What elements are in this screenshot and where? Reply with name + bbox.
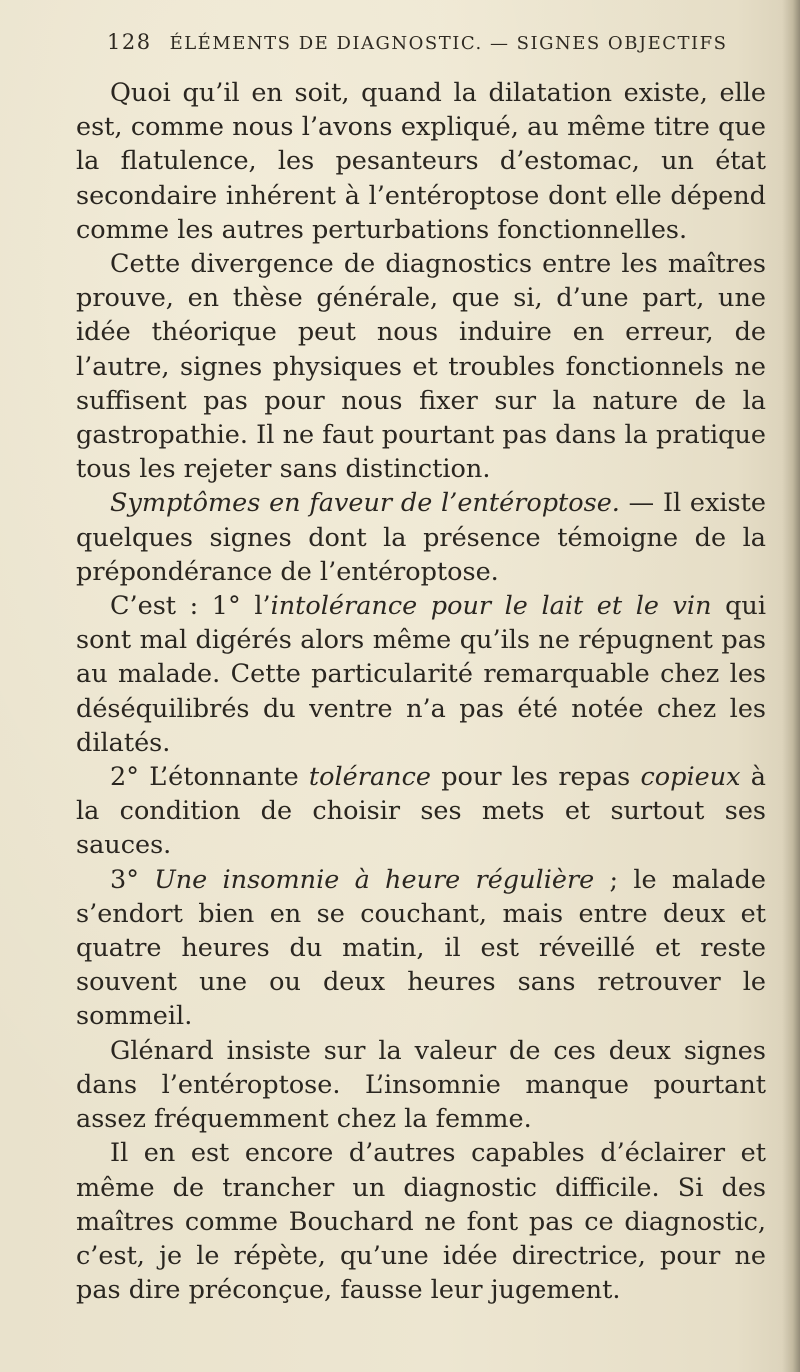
paragraph-2: Cette divergence de diagnostics entre les maîtres prouve, en thèse générale, que si, d’une part, une idée théorique peut nous induire en erreur, de l’autre, signes physiques et troubles fonctionnels ne suffisent pas pour nous fixer sur la nature de la gastropathie. Il ne faut pourtant pas dans la pratique tous les rejeter sans distinction. bbox=[76, 249, 766, 485]
p6-text-b: ; le malade s’endort bien en se couchant, mais entre deux et quatre heures du matin, il est réveillé et reste souvent une ou deux heures sans retrouver le sommeil. bbox=[76, 864, 766, 1032]
running-title: ÉLÉMENTS DE DIAGNOSTIC. — SIGNES OBJECTIFS bbox=[169, 33, 728, 54]
paragraph-7: Glénard insiste sur la valeur de ces deux signes dans l’entéroptose. L’insomnie manque pourtant assez fréquemment chez la femme. bbox=[76, 1035, 766, 1135]
paragraph-3 bbox=[76, 486, 766, 589]
p4-text-a: C’est : 1° l’ bbox=[110, 591, 271, 622]
p5-text-c: à la condition de choisir ses mets et surtout ses sauces. bbox=[76, 762, 766, 861]
p5-text-b: pour les repas bbox=[430, 762, 641, 793]
p6-text-a: 3° bbox=[110, 864, 155, 895]
running-header bbox=[107, 30, 747, 54]
paragraph-4 bbox=[76, 589, 766, 760]
paragraph-1: Quoi qu’il en soit, quand la dilatation existe, elle est, comme nous l’avons expliqué, au même titre que la flatulence, les pesanteurs d’estomac, un état secondaire inhérent à l’entéroptose dont elle dépend comme les autres perturbations fonctionnelles. bbox=[76, 78, 766, 245]
paragraph-5 bbox=[76, 760, 766, 863]
p5-italic-2: copieux bbox=[640, 762, 741, 793]
p4-text-b: qui sont mal digérés alors même qu’ils ne répugnent pas au malade. Cette particularité remarquable chez les déséquilibrés du ventre n’a pas été notée chez les dilatés. bbox=[76, 591, 766, 758]
paragraph-3-text: — Il existe quelques signes dont la présence témoigne de la prépondérance de l’entéroptose. bbox=[76, 488, 766, 587]
section-heading-italic: Symptômes en faveur de l’entéroptose. bbox=[110, 488, 620, 519]
p5-text-a: 2° L’étonnante bbox=[110, 762, 309, 793]
body-text bbox=[76, 76, 766, 1307]
p4-italic: intolérance pour le lait et le vin bbox=[270, 591, 712, 622]
paragraph-8: Il en est encore d’autres capables d’éclairer et même de trancher un diagnostic difficile. Si des maîtres comme Bouchard ne font pas ce diagnostic, c’est, je le répète, qu’une idée directrice, pour ne pas dire préconçue, fausse leur jugement. bbox=[76, 1138, 766, 1306]
page-number: 128 bbox=[107, 30, 152, 54]
p6-italic: Une insomnie à heure régulière bbox=[154, 864, 595, 895]
p5-italic-1: tolérance bbox=[308, 762, 431, 793]
page-edge-shadow bbox=[782, 0, 800, 1372]
paragraph-6 bbox=[76, 863, 766, 1034]
